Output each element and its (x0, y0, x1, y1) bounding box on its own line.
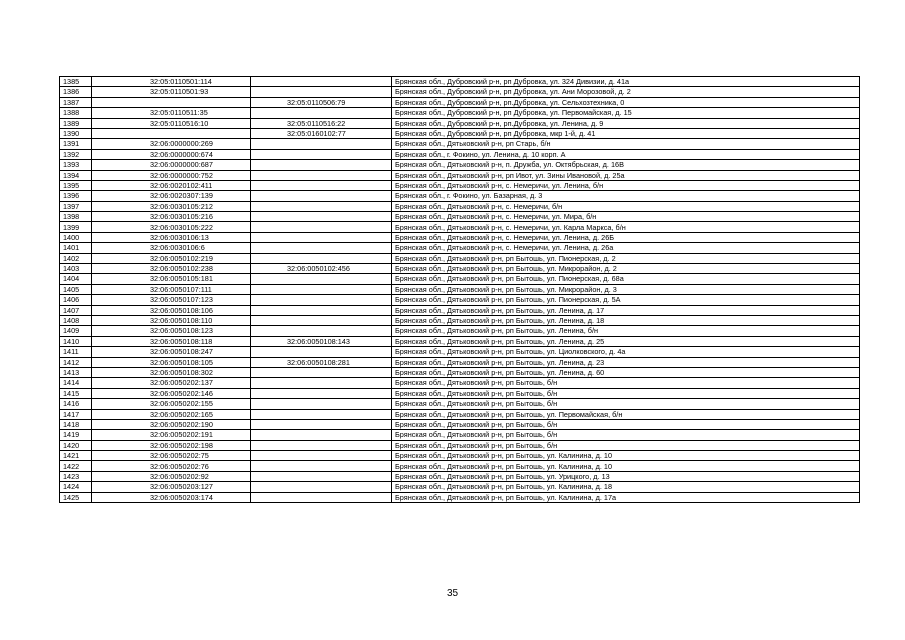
building-cadastral-number-cell (251, 378, 392, 388)
cadastral-number-text: 32:06:0050202:76 (150, 461, 209, 471)
address-cell: Брянская обл., Дятьковский р-н, рп Бытошь, б/н (392, 419, 860, 429)
cadastral-number-cell (92, 170, 251, 180)
table-row (60, 191, 860, 201)
cadastral-number-text: 32:06:0050107:123 (150, 295, 213, 305)
address-cell: Брянская обл., Дятьковский р-н, рп Бытошь, ул. Ленина, д. 60 (392, 367, 860, 377)
table-row (60, 212, 860, 222)
row-number-cell: 1416 (60, 399, 92, 409)
cadastral-number-cell (92, 274, 251, 284)
address-cell: Брянская обл., Дятьковский р-н, п. Дружба, ул. Октябрьская, д. 16В (392, 160, 860, 170)
row-number-cell: 1414 (60, 378, 92, 388)
building-cadastral-number-cell (251, 243, 392, 253)
cadastral-number-text: 32:06:0000000:269 (150, 139, 213, 149)
table-row (60, 180, 860, 190)
row-number-cell: 1404 (60, 274, 92, 284)
cadastral-number-text: 32:06:0030106:13 (150, 232, 209, 242)
cadastral-number-text: 32:06:0020307:139 (150, 191, 213, 201)
table-row (60, 118, 860, 128)
cadastral-number-cell (92, 222, 251, 232)
building-cadastral-number-cell (251, 430, 392, 440)
address-cell: Брянская обл., Дятьковский р-н, рп Бытошь, ул. Калинина, д. 10 (392, 451, 860, 461)
address-cell: Брянская обл., Дятьковский р-н, рп Бытошь, ул. Калинина, д. 18 (392, 482, 860, 492)
row-number-cell: 1425 (60, 492, 92, 502)
cadastral-number-cell (92, 139, 251, 149)
table-row (60, 471, 860, 481)
cadastral-number-cell (92, 77, 251, 87)
address-cell: Брянская обл., Дубровский р-н, рп.Дубровка, ул. Ленина, д. 9 (392, 118, 860, 128)
address-cell: Брянская обл., Дятьковский р-н, с. Немеричи, ул. Карла Маркса, б/н (392, 222, 860, 232)
building-cadastral-number-cell (251, 118, 392, 128)
table-row (60, 170, 860, 180)
building-cadastral-number-cell (251, 388, 392, 398)
cadastral-number-cell (92, 336, 251, 346)
cadastral-number-text: 32:05:0110501:114 (150, 77, 212, 87)
row-number-cell: 1391 (60, 139, 92, 149)
cadastral-number-cell (92, 97, 251, 107)
building-cadastral-number-cell (251, 440, 392, 450)
cadastral-number-cell (92, 471, 251, 481)
cadastral-number-text: 32:06:0050202:155 (150, 399, 213, 409)
address-cell: Брянская обл., Дятьковский р-н, рп Бытошь, ул. Урицкого, д. 13 (392, 471, 860, 481)
table-row (60, 295, 860, 305)
address-cell: Брянская обл., Дятьковский р-н, рп Бытошь, ул. Калинина, д. 17а (392, 492, 860, 502)
page-number: 35 (446, 588, 459, 599)
table-row (60, 440, 860, 450)
table-row (60, 336, 860, 346)
cadastral-number-text: 32:06:0050202:198 (150, 440, 213, 450)
cadastral-number-cell (92, 451, 251, 461)
address-cell: Брянская обл., Дятьковский р-н, рп Бытошь, ул. Циолковского, д. 4а (392, 347, 860, 357)
row-number-cell: 1413 (60, 367, 92, 377)
row-number-cell: 1412 (60, 357, 92, 367)
cadastral-number-cell (92, 409, 251, 419)
building-cadastral-number-cell (251, 305, 392, 315)
address-cell: Брянская обл., Дубровский р-н, рп Дубровка, ул. Первомайская, д. 15 (392, 108, 860, 118)
cadastral-number-cell (92, 128, 251, 138)
cadastral-number-text: 32:06:0050202:137 (150, 378, 213, 388)
address-cell: Брянская обл., Дятьковский р-н, с. Немеричи, ул. Ленина, д. 26Б (392, 232, 860, 242)
cadastral-number-text: 32:06:0050202:191 (150, 430, 213, 440)
address-cell: Брянская обл., Дятьковский р-н, рп Бытошь, ул. Микрорайон, д. 3 (392, 284, 860, 294)
row-number-cell: 1386 (60, 87, 92, 97)
table-row (60, 315, 860, 325)
cadastral-number-cell (92, 284, 251, 294)
cadastral-number-cell (92, 461, 251, 471)
address-cell: Брянская обл., Дятьковский р-н, рп Бытошь, ул. Ленина, д. 18 (392, 315, 860, 325)
row-number-cell: 1415 (60, 388, 92, 398)
cadastral-number-cell (92, 191, 251, 201)
table-row (60, 399, 860, 409)
cadastral-number-text: 32:06:0030105:222 (150, 222, 213, 232)
table-row (60, 201, 860, 211)
address-cell: Брянская обл., Дятьковский р-н, рп Бытошь, ул. Ленина, д. 17 (392, 305, 860, 315)
address-cell: Брянская обл., Дятьковский р-н, рп Бытошь, ул. Пионерская, д. 5А (392, 295, 860, 305)
cadastral-number-cell (92, 232, 251, 242)
building-cadastral-number-cell (251, 191, 392, 201)
address-cell: Брянская обл., Дятьковский р-н, рп Бытошь, ул. Микрорайон, д. 2 (392, 264, 860, 274)
address-cell: Брянская обл., Дятьковский р-н, рп Бытошь, б/н (392, 388, 860, 398)
cadastral-number-cell (92, 295, 251, 305)
cadastral-number-text: 32:06:0050108:123 (150, 326, 213, 336)
cadastral-number-cell (92, 347, 251, 357)
table-row (60, 108, 860, 118)
cadastral-number-cell (92, 87, 251, 97)
address-cell: Брянская обл., Дятьковский р-н, рп Бытошь, ул. Калинина, д. 10 (392, 461, 860, 471)
cadastral-number-cell (92, 378, 251, 388)
table-row (60, 160, 860, 170)
cadastral-number-text: 32:06:0050108:118 (150, 336, 213, 346)
row-number-cell: 1389 (60, 118, 92, 128)
row-number-cell: 1424 (60, 482, 92, 492)
row-number-cell: 1394 (60, 170, 92, 180)
cadastral-number-text: 32:06:0050108:302 (150, 367, 213, 377)
row-number-cell: 1411 (60, 347, 92, 357)
building-cadastral-number-cell (251, 419, 392, 429)
cadastral-number-text: 32:06:0050102:238 (150, 264, 213, 274)
table-row (60, 388, 860, 398)
address-cell: Брянская обл., г. Фокино, ул. Ленина, д. 10 корп. А (392, 149, 860, 159)
address-cell: Брянская обл., Дятьковский р-н, рп Бытошь, б/н (392, 430, 860, 440)
cadastral-number-cell (92, 399, 251, 409)
row-number-cell: 1406 (60, 295, 92, 305)
row-number-cell: 1420 (60, 440, 92, 450)
cadastral-number-cell (92, 253, 251, 263)
cadastral-number-text: 32:06:0050105:181 (150, 274, 213, 284)
address-cell: Брянская обл., Дятьковский р-н, рп Бытошь, ул. Первомайская, б/н (392, 409, 860, 419)
building-cadastral-number-cell (251, 139, 392, 149)
table-row (60, 357, 860, 367)
cadastral-number-text: 32:06:0030105:216 (150, 212, 213, 222)
cadastral-number-text: 32:06:0000000:687 (150, 160, 213, 170)
cadastral-number-text: 32:06:0050108:247 (150, 347, 213, 357)
cadastral-number-cell (92, 430, 251, 440)
row-number-cell: 1408 (60, 315, 92, 325)
building-cadastral-number-cell (251, 471, 392, 481)
building-cadastral-number-text: 32:06:0050102:456 (287, 264, 350, 274)
cadastral-number-text: 32:06:0050203:174 (150, 492, 213, 502)
table-row (60, 482, 860, 492)
row-number-cell: 1401 (60, 243, 92, 253)
table-row (60, 77, 860, 87)
building-cadastral-number-cell (251, 451, 392, 461)
building-cadastral-number-text: 32:06:0050108:281 (287, 357, 350, 367)
table-row (60, 97, 860, 107)
building-cadastral-number-cell (251, 347, 392, 357)
cadastral-number-cell (92, 419, 251, 429)
building-cadastral-number-cell (251, 232, 392, 242)
cadastral-number-text: 32:05:0110516:10 (150, 118, 209, 128)
table-row (60, 274, 860, 284)
cadastral-number-text: 32:06:0050108:105 (150, 357, 213, 367)
cadastral-number-text: 32:06:0030106:6 (150, 243, 205, 253)
building-cadastral-number-cell (251, 274, 392, 284)
cadastral-number-text: 32:06:0050108:110 (150, 316, 213, 326)
table-row (60, 222, 860, 232)
address-cell: Брянская обл., Дятьковский р-н, рп Бытошь, ул. Пионерская, д. 2 (392, 253, 860, 263)
cadastral-number-text: 32:06:0000000:752 (150, 170, 213, 180)
building-cadastral-number-cell (251, 108, 392, 118)
address-cell: Брянская обл., Дубровский р-н, рп Дубровка, ул. 324 Дивизии, д. 41а (392, 77, 860, 87)
address-cell: Брянская обл., Дятьковский р-н, рп Бытошь, б/н (392, 378, 860, 388)
cadastral-number-cell (92, 315, 251, 325)
row-number-cell: 1410 (60, 336, 92, 346)
cadastral-number-cell (92, 492, 251, 502)
row-number-cell: 1390 (60, 128, 92, 138)
building-cadastral-number-cell (251, 399, 392, 409)
table-row (60, 128, 860, 138)
row-number-cell: 1419 (60, 430, 92, 440)
address-cell: Брянская обл., Дятьковский р-н, рп Старь, б/н (392, 139, 860, 149)
building-cadastral-number-cell (251, 357, 392, 367)
cadastral-number-cell (92, 201, 251, 211)
cadastral-number-cell (92, 149, 251, 159)
table-row (60, 409, 860, 419)
address-cell: Брянская обл., Дятьковский р-н, рп Бытошь, ул. Ленина, д. 25 (392, 336, 860, 346)
row-number-cell: 1387 (60, 97, 92, 107)
row-number-cell: 1418 (60, 419, 92, 429)
table-row (60, 378, 860, 388)
row-number-cell: 1422 (60, 461, 92, 471)
cadastral-number-text: 32:05:0110501:93 (150, 87, 209, 97)
table-row (60, 347, 860, 357)
address-cell: Брянская обл., Дубровский р-н, рп Дубровка, ул. Ани Морозовой, д. 2 (392, 87, 860, 97)
building-cadastral-number-cell (251, 482, 392, 492)
row-number-cell: 1423 (60, 471, 92, 481)
building-cadastral-number-cell (251, 149, 392, 159)
row-number-cell: 1395 (60, 180, 92, 190)
row-number-cell: 1400 (60, 232, 92, 242)
building-cadastral-number-cell (251, 222, 392, 232)
address-cell: Брянская обл., Дятьковский р-н, рп Ивот, ул. Зины Ивановой, д. 25а (392, 170, 860, 180)
row-number-cell: 1403 (60, 264, 92, 274)
cadastral-number-cell (92, 160, 251, 170)
cadastral-number-cell (92, 440, 251, 450)
cadastral-number-cell (92, 482, 251, 492)
cadastral-number-cell (92, 118, 251, 128)
building-cadastral-number-text: 32:05:0110516:22 (287, 118, 346, 128)
building-cadastral-number-cell (251, 97, 392, 107)
cadastral-number-text: 32:06:0050202:92 (150, 471, 209, 481)
table-row (60, 419, 860, 429)
row-number-cell: 1402 (60, 253, 92, 263)
cadastral-number-text: 32:06:0050102:219 (150, 253, 213, 263)
row-number-cell: 1417 (60, 409, 92, 419)
building-cadastral-number-text: 32:06:0050108:143 (287, 336, 350, 346)
cadastral-number-text: 32:06:0050108:106 (150, 305, 213, 315)
table-row (60, 451, 860, 461)
cadastral-number-cell (92, 108, 251, 118)
building-cadastral-number-cell (251, 253, 392, 263)
building-cadastral-number-cell (251, 87, 392, 97)
table-row (60, 253, 860, 263)
address-cell: Брянская обл., Дятьковский р-н, рп Бытошь, б/н (392, 440, 860, 450)
table-row (60, 139, 860, 149)
row-number-cell: 1397 (60, 201, 92, 211)
registry-table-body (60, 77, 860, 503)
cadastral-number-cell (92, 367, 251, 377)
building-cadastral-number-cell (251, 160, 392, 170)
cadastral-number-cell (92, 357, 251, 367)
cadastral-number-text: 32:05:0110511:35 (150, 108, 208, 118)
building-cadastral-number-cell (251, 77, 392, 87)
cadastral-number-text: 32:06:0050202:75 (150, 451, 209, 461)
row-number-cell: 1392 (60, 149, 92, 159)
building-cadastral-number-text: 32:05:0160102:77 (287, 129, 346, 138)
row-number-cell: 1399 (60, 222, 92, 232)
table-row (60, 492, 860, 502)
building-cadastral-number-cell (251, 180, 392, 190)
table-row (60, 243, 860, 253)
building-cadastral-number-cell (251, 295, 392, 305)
address-cell: Брянская обл., Дубровский р-н, рп Дубровка, мкр 1-й, д. 41 (392, 128, 860, 138)
cadastral-number-cell (92, 180, 251, 190)
row-number-cell: 1396 (60, 191, 92, 201)
address-cell: Брянская обл., Дятьковский р-н, рп Бытошь, ул. Пионерская, д. 68а (392, 274, 860, 284)
table-row (60, 284, 860, 294)
cadastral-number-cell (92, 264, 251, 274)
row-number-cell: 1388 (60, 108, 92, 118)
address-cell: Брянская обл., Дятьковский р-н, с. Немеричи, ул. Ленина, б/н (392, 180, 860, 190)
building-cadastral-number-cell (251, 264, 392, 274)
building-cadastral-number-text: 32:05:0110506:79 (287, 97, 346, 107)
cadastral-number-cell (92, 212, 251, 222)
building-cadastral-number-cell (251, 284, 392, 294)
address-cell: Брянская обл., Дятьковский р-н, рп Бытошь, ул. Ленина, б/н (392, 326, 860, 336)
cadastral-number-text: 32:06:0050107:111 (150, 284, 212, 294)
cadastral-number-text: 32:06:0050202:146 (150, 388, 213, 398)
building-cadastral-number-cell (251, 315, 392, 325)
building-cadastral-number-cell (251, 201, 392, 211)
cadastral-number-text: 32:06:0050203:127 (150, 482, 213, 492)
row-number-cell: 1398 (60, 212, 92, 222)
address-cell: Брянская обл., Дятьковский р-н, с. Немеричи, б/н (392, 201, 860, 211)
row-number-cell: 1385 (60, 77, 92, 87)
cadastral-number-cell (92, 326, 251, 336)
table-row (60, 149, 860, 159)
building-cadastral-number-cell (251, 409, 392, 419)
building-cadastral-number-cell (251, 128, 392, 138)
table-row (60, 232, 860, 242)
cadastral-number-cell (92, 243, 251, 253)
cadastral-number-text: 32:06:0050202:190 (150, 419, 213, 429)
table-row (60, 326, 860, 336)
address-cell: Брянская обл., Дятьковский р-н, с. Немеричи, ул. Ленина, д. 26а (392, 243, 860, 253)
address-cell: Брянская обл., Дубровский р-н, рп.Дубровка, ул. Сельхозтехника, 0 (392, 97, 860, 107)
building-cadastral-number-cell (251, 212, 392, 222)
table-row (60, 461, 860, 471)
address-cell: Брянская обл., Дятьковский р-н, рп Бытошь, ул. Ленина, д. 23 (392, 357, 860, 367)
cadastral-number-text: 32:06:0020102:411 (150, 180, 213, 190)
building-cadastral-number-cell (251, 492, 392, 502)
building-cadastral-number-cell (251, 170, 392, 180)
property-registry-table (59, 76, 860, 503)
table-row (60, 264, 860, 274)
building-cadastral-number-cell (251, 367, 392, 377)
row-number-cell: 1405 (60, 284, 92, 294)
address-cell: Брянская обл., Дятьковский р-н, рп Бытошь, б/н (392, 399, 860, 409)
cadastral-number-text: 32:06:0050202:165 (150, 409, 213, 419)
building-cadastral-number-cell (251, 326, 392, 336)
building-cadastral-number-cell (251, 461, 392, 471)
table-row (60, 87, 860, 97)
cadastral-number-cell (92, 305, 251, 315)
table-row (60, 367, 860, 377)
table-row (60, 305, 860, 315)
building-cadastral-number-cell (251, 336, 392, 346)
row-number-cell: 1421 (60, 451, 92, 461)
cadastral-number-cell (92, 388, 251, 398)
row-number-cell: 1393 (60, 160, 92, 170)
cadastral-number-text: 32:06:0000000:674 (150, 149, 213, 159)
table-row (60, 430, 860, 440)
address-cell: Брянская обл., Дятьковский р-н, с. Немеричи, ул. Мира, б/н (392, 212, 860, 222)
row-number-cell: 1407 (60, 305, 92, 315)
cadastral-number-text: 32:06:0030105:212 (150, 201, 213, 211)
row-number-cell: 1409 (60, 326, 92, 336)
address-cell: Брянская обл., г. Фокино, ул. Базарная, д. 3 (392, 191, 860, 201)
